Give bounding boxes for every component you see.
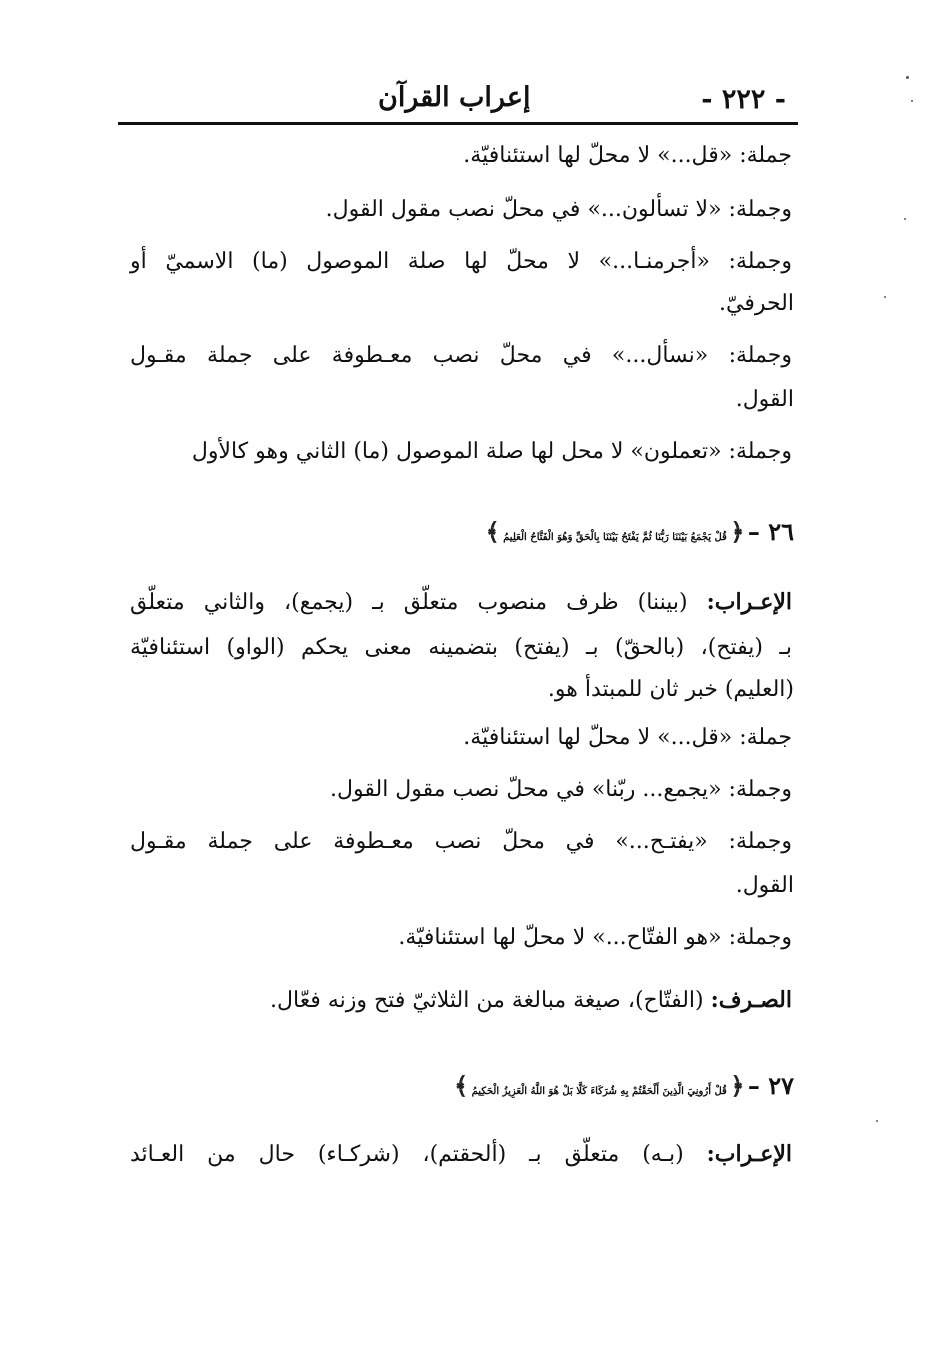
verse-text: قُلْ أَرُونِيَ الَّذِينَ أَلْحَقْتُمْ بِهِ شُرَكَاءَ كَلَّا بَلْ هُوَ اللَّهُ الْعَزِيزُ الْحَكِيمُ <box>471 1086 727 1097</box>
sentence-line: جملة: «قل...» لا محلّ لها استئنافيّة. <box>463 725 792 750</box>
quran-verse-26 <box>118 518 794 547</box>
sentence-line: جملة: «قل...» لا محلّ لها استئنافيّة. <box>463 143 792 168</box>
sentence-line: وجملة: «أجرمنـا...» لا محلّ لها صلة الموصول (ما) الاسميّ أو <box>130 249 792 274</box>
irab-text: (بـه) متعلّق بـ (ألحقتم)، (شركـاء) حال من العـائد <box>130 1142 684 1167</box>
scan-speck <box>906 76 909 79</box>
sentence-line-continuation: القول. <box>735 873 794 898</box>
irab-line: بـ (يفتح)، (بالحقّ) بـ (يفتح) بتضمينه معنى يحكم (الواو) استئنافيّة <box>130 635 792 660</box>
header-rule <box>118 122 798 125</box>
sentence-line-continuation: القول. <box>735 387 794 412</box>
verse-close-bracket: ﴾ <box>454 1071 469 1100</box>
scan-speck <box>884 296 886 298</box>
irab-label: الإعـراب: <box>706 589 792 615</box>
sentence-line: وجملة: «يفتـح...» في محلّ نصب معـطوفة على جملة مقـول <box>130 829 792 854</box>
book-title: إعراب القرآن <box>378 82 531 113</box>
verse-number: ٢٧ – <box>747 1071 794 1100</box>
verse-number: ٢٦ – <box>747 517 794 546</box>
scan-speck <box>904 218 906 220</box>
sentence-line: وجملة: «هو الفتّاح...» لا محلّ لها استئنافيّة. <box>398 925 792 950</box>
sentence-line: وجملة: «تعملون» لا محل لها صلة الموصول (ما) الثاني وهو كالأول <box>191 439 792 464</box>
scan-speck <box>876 1120 878 1122</box>
irab-label: الإعـراب: <box>706 1141 792 1167</box>
scan-speck <box>911 100 913 102</box>
sentence-line-continuation: الحرفيّ. <box>718 291 794 316</box>
irab-line <box>130 1140 792 1170</box>
verse-text: قُلْ يَجْمَعُ بَيْنَنَا رَبُّنَا ثُمَّ يَفْتَحُ بَيْنَنَا بِالْحَقِّ وَهُوَ الْفَتَّاحُ الْعَلِيمُ <box>503 532 727 543</box>
irab-line <box>130 588 792 618</box>
page-number: - ٢٢٢ - <box>701 84 786 115</box>
sentence-line: وجملة: «نسأل...» في محلّ نصب معـطوفة على جملة مقـول <box>130 343 792 368</box>
verse-close-bracket: ﴾ <box>485 517 500 546</box>
page-header <box>118 78 796 122</box>
verse-open-bracket: ﴿ <box>730 1071 745 1100</box>
sarf-label: الصـرف: <box>710 987 792 1013</box>
verse-open-bracket: ﴿ <box>730 517 745 546</box>
sarf-line <box>270 986 792 1016</box>
quran-verse-27 <box>118 1072 794 1101</box>
irab-line: (العليم) خبر ثان للمبتدأ هو. <box>547 677 794 702</box>
sarf-text: (الفتّاح)، صيغة مبالغة من الثلاثيّ فتح وزنه فعّال. <box>270 988 704 1013</box>
sentence-line: وجملة: «لا تسألون...» في محلّ نصب مقول القول. <box>325 197 792 222</box>
irab-text: (بيننا) ظرف منصوب متعلّق بـ (يجمع)، والثاني متعلّق <box>130 590 688 615</box>
sentence-line: وجملة: «يجمع... ربّنا» في محلّ نصب مقول القول. <box>330 777 792 802</box>
